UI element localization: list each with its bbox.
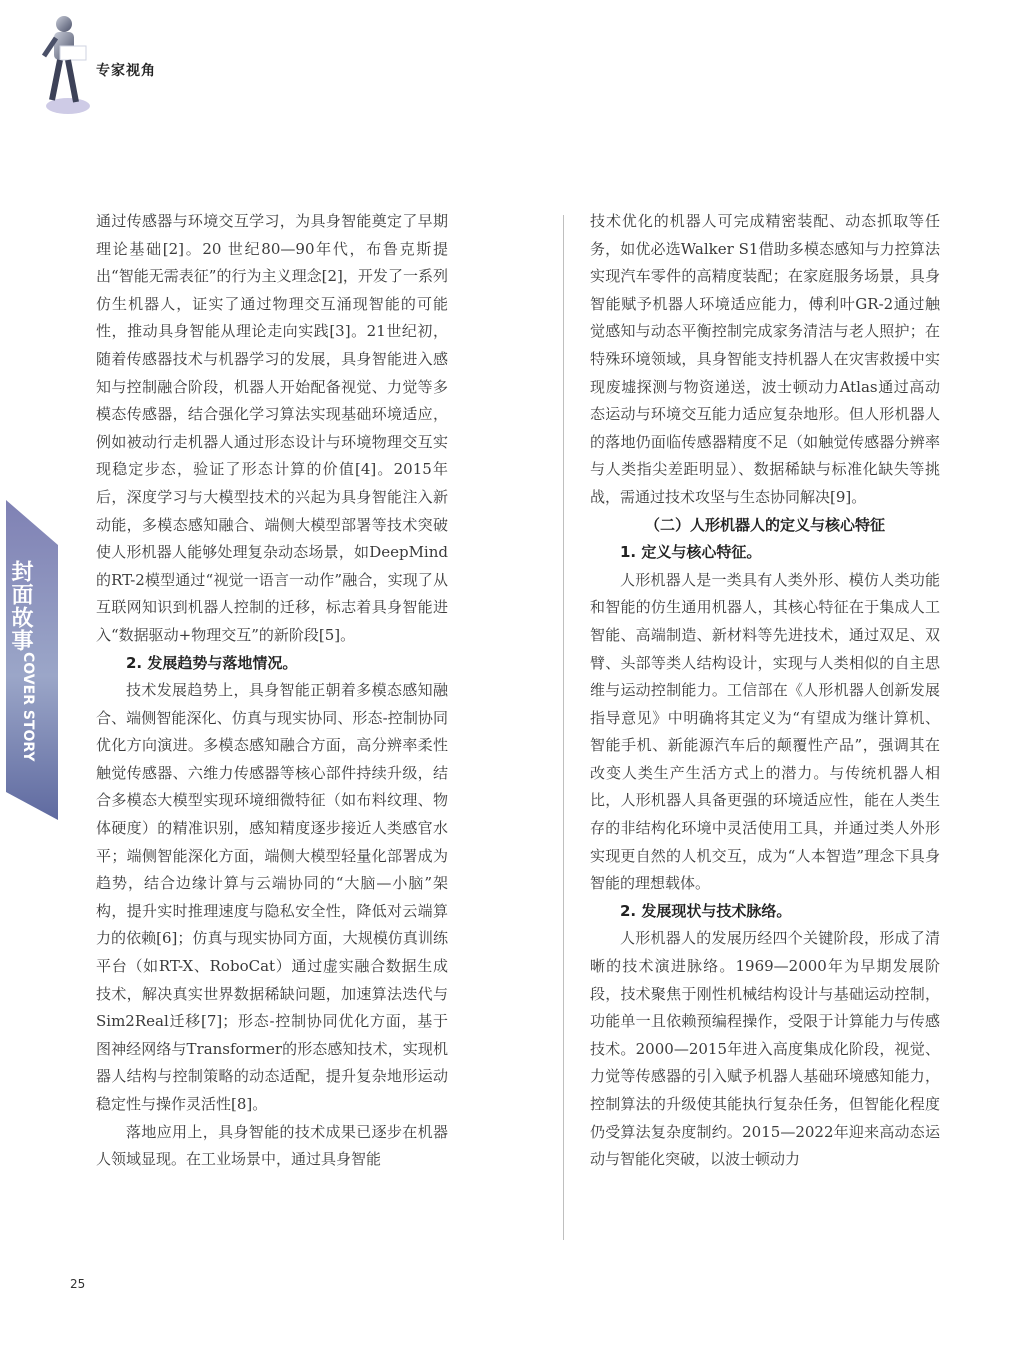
subsection-heading: 1. 定义与核心特征。 xyxy=(620,543,762,562)
subsection-heading: 2. 发展趋势与落地情况。 xyxy=(126,653,298,672)
right-column xyxy=(590,208,940,1174)
column-divider xyxy=(563,215,564,1240)
subsection-heading: 2. 发展现状与技术脉络。 xyxy=(620,901,792,920)
column-label: 专家视角 xyxy=(96,63,156,79)
paragraph: 人形机器人是一类具有人类外形、模仿人类功能和智能的仿生通用机器人，其核心特征在于集成人工智能、高端制造、新材料等先进技术，通过双足、双臂、头部等类人结构设计，实现与人类相似的自主思维与运动控制能力。工信部在《人形机器人创新发展指导意见》中明确将其定义为“有望成为继计算机、智能手机、新能源汽车后的颠覆性产品”，强调其在改变人类生产生活方式上的潜力。与传统机器人相比，人形机器人具备更强的环境适应性，能在人类生存的非结构化环境中灵活使用工具，并通过类人外形实现更自然的人机交互，成为“人本智造”理念下具身智能的理想载体。 xyxy=(590,570,940,893)
robot-figure-icon xyxy=(30,10,100,120)
paragraph: 人形机器人的发展历经四个关键阶段，形成了清晰的技术演进脉络。1969—2000年为早期发展阶段，技术聚焦于刚性机械结构设计与基础运动控制，功能单一且依赖预编程操作，受限于计算能力与传感技术。2000—2015年进入高度集成化阶段，视觉、力觉等传感器的引入赋予机器人基础环境感知能力，控制算法的升级使其能执行复杂任务，但智能化程度仍受算法复杂度制约。2015—2022年迎来高动态运动与智能化突破，以波士顿动力 xyxy=(590,929,940,1169)
paragraph: 技术发展趋势上，具身智能正朝着多模态感知融合、端侧智能深化、仿真与现实协同、形态-控制协同优化方向演进。多模态感知融合方面，高分辨率柔性触觉传感器、六维力传感器等核心部件持续升级，结合多模态大模型实现环境细微特征（如布料纹理、物体硬度）的精准识别，感知精度逐步接近人类感官水平；端侧智能深化方面，端侧大模型轻量化部署成为趋势，结合边缘计算与云端协同的“大脑—小脑”架构，提升实时推理速度与隐私安全性，降低对云端算力的依赖[6]；仿真与现实协同方面，大规模仿真训练平台（如RT-X、RoboCat）通过虚实融合数据生成技术，解决真实世界数据稀缺问题，加速算法迭代与Sim2Real迁移[7]；形态-控制协同优化方面，基于图神经网络与Transformer的形态感知技术，实现机器人结构与控制策略的动态适配，提升复杂地形运动稳定性与操作灵活性[8]。 xyxy=(96,681,448,1113)
section-heading: （二）人形机器人的定义与核心特征 xyxy=(644,515,885,534)
section-header xyxy=(30,10,330,120)
section-title-cn: 封面故事 xyxy=(8,560,33,652)
page-number: 25 xyxy=(70,1277,86,1291)
paragraph: 落地应用上，具身智能的技术成果已逐步在机器人领域显现。在工业场景中，通过具身智能 xyxy=(96,1122,448,1169)
paragraph: 技术优化的机器人可完成精密装配、动态抓取等任务，如优必选Walker S1借助多模态感知与力控算法实现汽车零件的高精度装配；在家庭服务场景，具身智能赋予机器人环境适应能力，傅利叶GR-2通过触觉感知与动态平衡控制完成家务清洁与老人照护；在特殊环境领域，具身智能支持机器人在灾害救援中实现废墟探测与物资递送，波士顿动力Atlas通过高动态运动与环境交互能力适应复杂地形。但人形机器人的落地仍面临传感器精度不足（如触觉传感器分辨率与人类指尖差距明显）、数据稀缺与标准化缺失等挑战，需通过技术攻坚与生态协同解决[9]。 xyxy=(590,212,940,506)
section-title-en: COVER STORY xyxy=(20,652,36,762)
paragraph: 通过传感器与环境交互学习，为具身智能奠定了早期理论基础[2]。20 世纪80—90年代，布鲁克斯提出“智能无需表征”的行为主义理念[2]，开发了一系列仿生机器人，证实了通过物理交互涌现智能的可能性，推动具身智能从理论走向实践[3]。21世纪初，随着传感器技术与机器学习的发展，具身智能进入感知与控制融合阶段，机器人开始配备视觉、力觉等多模态传感器，结合强化学习算法实现基础环境适应，例如被动行走机器人通过形态设计与环境物理交互实现稳定步态，验证了形态计算的价值[4]。2015年后，深度学习与大模型技术的兴起为具身智能注入新动能，多模态感知融合、端侧大模型部署等技术突破使人形机器人能够处理复杂动态场景，如DeepMind的RT-2模型通过“视觉一语言一动作”融合，实现了从互联网知识到机器人控制的迁移，标志着具身智能进入“数据驱动+物理交互”的新阶段[5]。 xyxy=(96,212,448,644)
left-column xyxy=(96,208,448,1174)
